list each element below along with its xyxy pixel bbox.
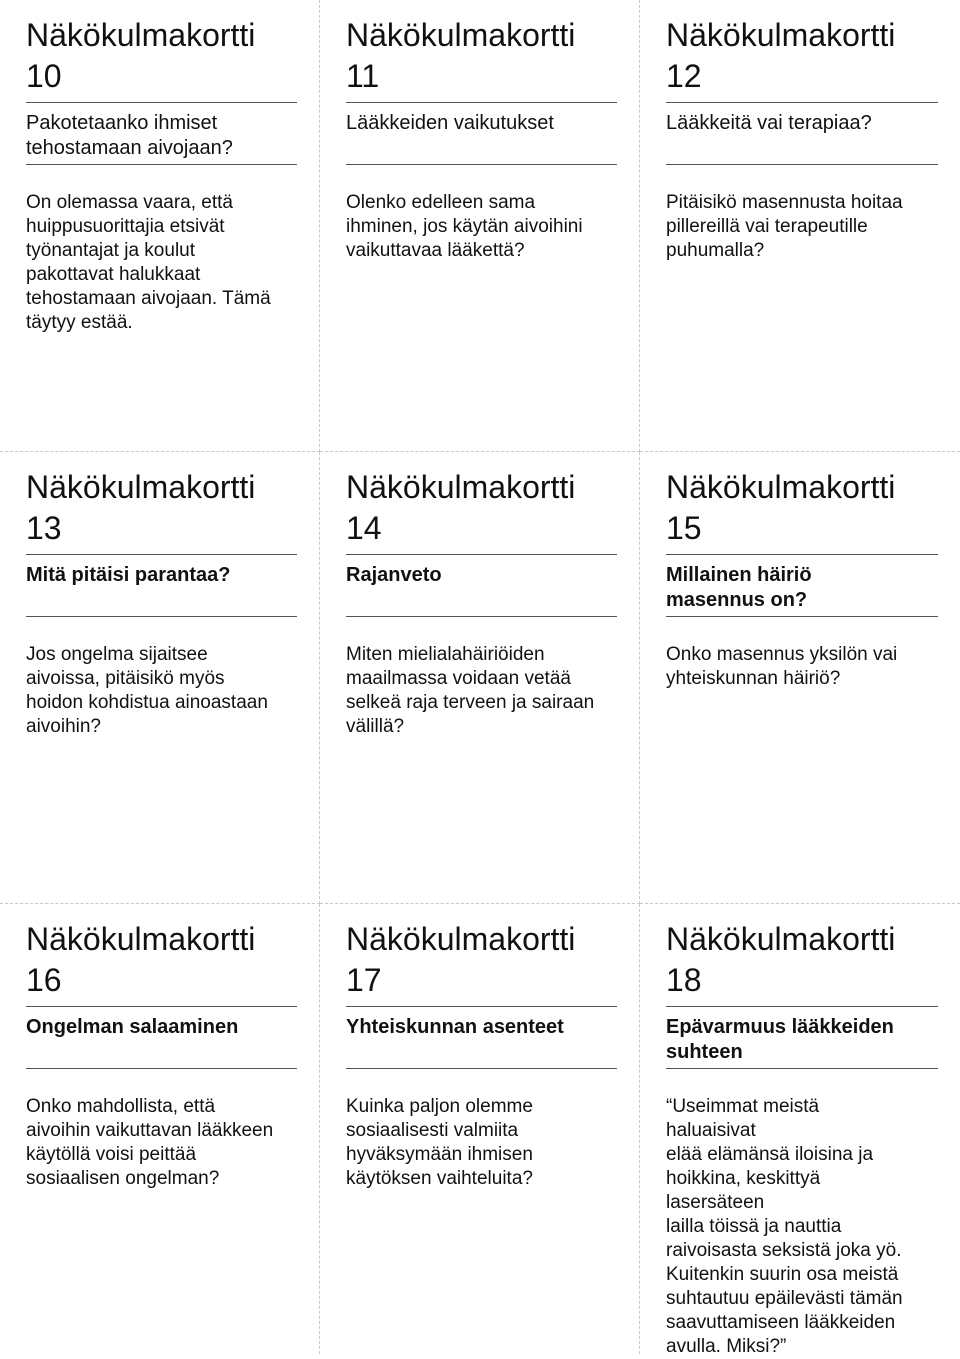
divider	[26, 554, 297, 555]
card-subtitle: Pakotetaanko ihmiset tehostamaan aivojaan?	[26, 112, 233, 159]
card-number: 13	[26, 510, 62, 546]
card-content	[346, 466, 617, 739]
card-title: Näkökulmakortti	[26, 17, 256, 53]
card-number: 18	[666, 962, 702, 998]
card-title: Näkökulmakortti	[666, 17, 896, 53]
card-body: Kuinka paljon olemme sosiaalisesti valmiita hyväksymään ihmisen käytöksen vaihteluita?	[346, 1096, 533, 1189]
divider	[666, 1068, 938, 1069]
card-content	[346, 14, 617, 263]
card-number: 14	[346, 510, 382, 546]
perspective-card	[640, 904, 960, 1357]
card-subtitle: Epävarmuus lääkkeiden suhteen	[666, 1016, 894, 1063]
card-title: Näkökulmakortti	[666, 921, 896, 957]
card-subtitle: Yhteiskunnan asenteet	[346, 1016, 564, 1038]
card-title: Näkökulmakortti	[26, 921, 256, 957]
divider	[666, 616, 938, 617]
perspective-card	[0, 904, 320, 1354]
perspective-card	[0, 0, 320, 452]
divider	[26, 1068, 297, 1069]
card-number: 16	[26, 962, 62, 998]
card-content	[26, 14, 297, 335]
card-title: Näkökulmakortti	[26, 469, 256, 505]
card-title: Näkökulmakortti	[666, 469, 896, 505]
card-content	[666, 918, 938, 1359]
card-content	[26, 466, 297, 739]
divider	[346, 102, 617, 103]
card-body: On olemassa vaara, että huippusuorittajia etsivät työnantajat ja koulut pakottavat halukkaat tehostamaan aivojaan. Tämä täytyy estää.	[26, 192, 271, 333]
divider	[346, 554, 617, 555]
card-number: 17	[346, 962, 382, 998]
divider	[26, 616, 297, 617]
perspective-card	[320, 904, 640, 1354]
card-subtitle: Millainen häiriö masennus on?	[666, 564, 812, 611]
card-body: Onko masennus yksilön vai yhteiskunnan häiriö?	[666, 644, 898, 689]
divider	[346, 1068, 617, 1069]
card-body: Miten mielialahäiriöiden maailmassa voidaan vetää selkeä raja terveen ja sairaan välillä?	[346, 644, 595, 737]
card-title: Näkökulmakortti	[346, 921, 576, 957]
divider	[666, 102, 938, 103]
card-subtitle: Mitä pitäisi parantaa?	[26, 564, 231, 586]
perspective-card	[320, 452, 640, 904]
card-body: Olenko edelleen sama ihminen, jos käytän aivoihini vaikuttavaa lääkettä?	[346, 192, 583, 261]
divider	[666, 1006, 938, 1007]
divider	[666, 164, 938, 165]
perspective-card	[0, 452, 320, 904]
card-subtitle: Rajanveto	[346, 564, 442, 586]
divider	[346, 1006, 617, 1007]
card-content	[26, 918, 297, 1191]
card-body: “Useimmat meistä haluaisivat elää elämänsä iloisina ja hoikkina, keskittyä lasersäteen lailla töissä ja nauttia raivoisasta seksistä joka yö. Kuitenkin suurin osa meistä suhtautuu epäilevästi tämän saavuttamiseen lääkkeiden avulla. Miksi?”	[666, 1096, 903, 1357]
card-subtitle: Lääkkeiden vaikutukset	[346, 112, 554, 134]
card-number: 11	[346, 58, 380, 94]
card-content	[666, 14, 938, 263]
perspective-card	[640, 452, 960, 904]
divider	[26, 1006, 297, 1007]
card-title: Näkökulmakortti	[346, 17, 576, 53]
divider	[346, 616, 617, 617]
card-number: 15	[666, 510, 702, 546]
card-title: Näkökulmakortti	[346, 469, 576, 505]
card-subtitle: Ongelman salaaminen	[26, 1016, 239, 1038]
divider	[26, 102, 297, 103]
perspective-card	[640, 0, 960, 452]
divider	[666, 554, 938, 555]
card-number: 12	[666, 58, 702, 94]
divider	[26, 164, 297, 165]
card-subtitle: Lääkkeitä vai terapiaa?	[666, 112, 872, 134]
card-body: Onko mahdollista, että aivoihin vaikuttavan lääkkeen käytöllä voisi peittää sosiaalisen ongelman?	[26, 1096, 274, 1189]
card-content	[666, 466, 938, 691]
card-body: Jos ongelma sijaitsee aivoissa, pitäisikö myös hoidon kohdistua ainoastaan aivoihin?	[26, 644, 268, 737]
card-body: Pitäisikö masennusta hoitaa pillereillä vai terapeutille puhumalla?	[666, 192, 903, 261]
card-number: 10	[26, 58, 62, 94]
card-content	[346, 918, 617, 1191]
perspective-card	[320, 0, 640, 452]
divider	[346, 164, 617, 165]
